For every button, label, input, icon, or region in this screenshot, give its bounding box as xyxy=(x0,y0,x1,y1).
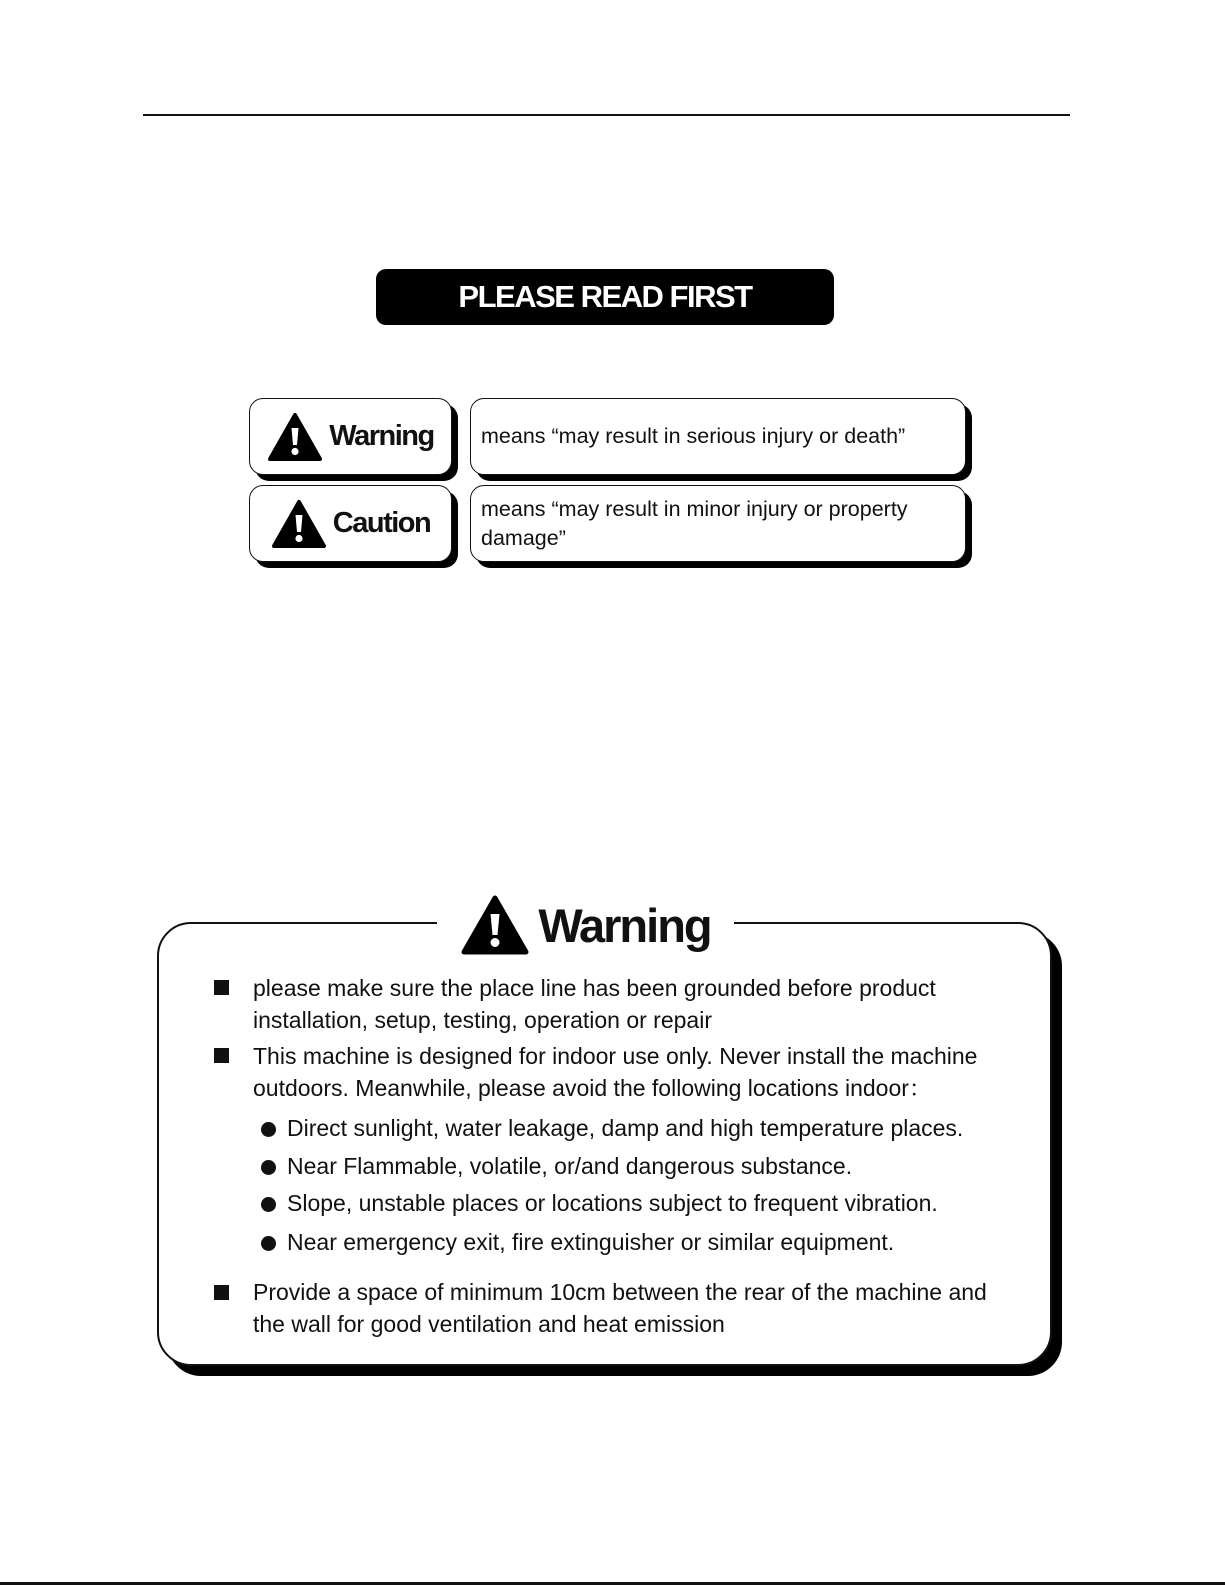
bullet-dot xyxy=(261,1160,276,1175)
warning-label-box xyxy=(249,398,452,475)
caution-label: Caution xyxy=(332,507,431,539)
warning-description: means “may result in serious injury or death” xyxy=(481,424,906,448)
bullet-square xyxy=(214,980,229,995)
warning-item: Provide a space of minimum 10cm between the rear of the machine and the wall for good ventilation and heat emission xyxy=(253,1279,987,1337)
bullet-square xyxy=(214,1048,229,1063)
bullet-dot xyxy=(261,1197,276,1212)
warning-panel-title-text: Warning xyxy=(538,898,711,952)
warning-sub-item: Slope, unstable places or locations subject to frequent vibration. xyxy=(287,1190,938,1216)
warning-item: This machine is designed for indoor use only. Never install the machine outdoors. Meanwhile, please avoid the following locations indoor： xyxy=(253,1043,978,1101)
warning-sub-item: Near emergency exit, fire extinguisher or similar equipment. xyxy=(287,1229,895,1255)
warning-description-box xyxy=(470,398,966,475)
caution-label-box xyxy=(249,485,452,562)
warning-sub-item: Direct sunlight, water leakage, damp and high temperature places. xyxy=(287,1115,964,1141)
header-rule xyxy=(143,114,1070,116)
warning-triangle-icon xyxy=(271,499,327,549)
bullet-square xyxy=(214,1285,229,1300)
warning-triangle-icon xyxy=(267,412,323,462)
bullet-dot xyxy=(261,1122,276,1137)
warning-item: please make sure the place line has been grounded before product installation, setup, testing, operation or repair xyxy=(253,975,936,1033)
warning-triangle-icon xyxy=(460,894,530,956)
caution-description: means “may result in minor injury or property damage” xyxy=(481,496,908,550)
please-read-first-banner: PLEASE READ FIRST xyxy=(376,269,834,325)
bullet-dot xyxy=(261,1236,276,1251)
caution-description-box xyxy=(470,485,966,562)
warning-sub-item: Near Flammable, volatile, or/and dangerous substance. xyxy=(287,1153,853,1179)
warning-panel-title xyxy=(437,893,734,957)
warning-label: Warning xyxy=(329,420,434,452)
